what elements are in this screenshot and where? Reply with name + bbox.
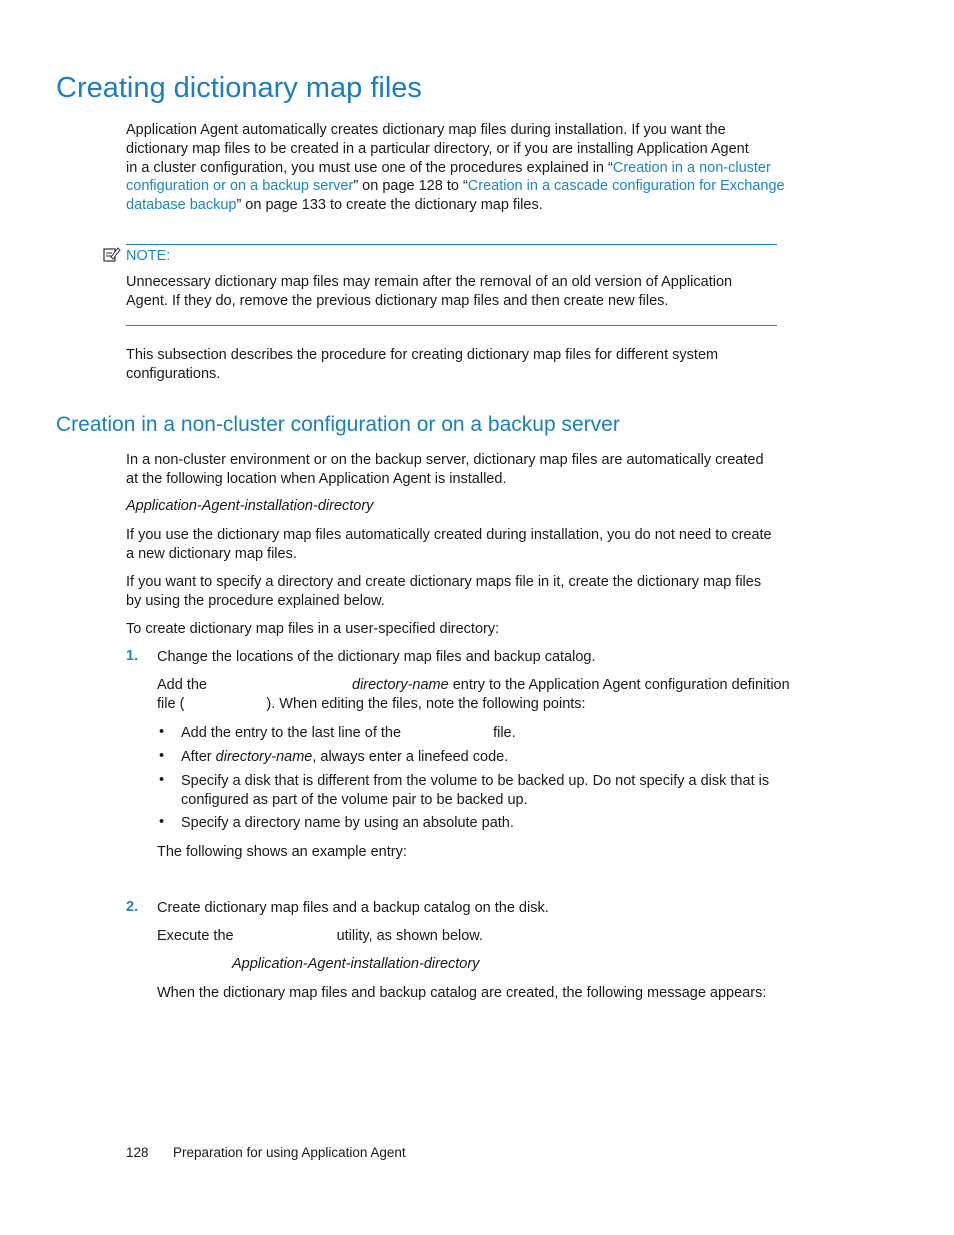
- bullet-item: Specify a directory name by using an absolute path.: [181, 815, 514, 831]
- note-top-rule: [126, 244, 777, 245]
- intro-text: ” on page 133 to create the dictionary map files.: [236, 197, 543, 214]
- desc-line: This subsection describes the procedure for creating dictionary map files for different system: [126, 347, 719, 363]
- step-text: Change the locations of the dictionary map files and backup catalog.: [157, 649, 596, 665]
- step-number: 2.: [126, 899, 139, 915]
- intro-line: [126, 196, 785, 215]
- footer-chapter-title: Preparation for using Application Agent: [173, 1145, 406, 1160]
- page-title: Creating dictionary map files: [56, 72, 422, 104]
- detail-text: ). When editing the files, note the following points:: [266, 695, 586, 712]
- detail-text: Add the: [157, 677, 207, 693]
- intro-line: [126, 177, 785, 196]
- detail-line: [157, 676, 790, 695]
- para-line: a new dictionary map files.: [126, 545, 297, 562]
- note-label: NOTE:: [126, 248, 171, 264]
- link-cascade[interactable]: Creation in a cascade configuration for Exchange: [467, 178, 785, 195]
- subsection-description: [126, 346, 718, 384]
- directory-name-term: directory-name: [215, 749, 313, 765]
- section-paragraph-1: [126, 451, 764, 489]
- bullet-item: [181, 724, 516, 743]
- detail-text: file (: [157, 695, 185, 712]
- para-line: If you want to specify a directory and create dictionary maps file in it, create the dictionary map files: [126, 574, 762, 590]
- install-directory-path: Application-Agent-installation-directory: [232, 956, 480, 972]
- detail-text: entry to the Application Agent configuration definition: [452, 677, 790, 693]
- step-detail: [157, 927, 483, 946]
- desc-line: configurations.: [126, 365, 221, 382]
- bullet-icon: •: [159, 724, 165, 740]
- bullet-icon: •: [159, 814, 165, 830]
- bullet-text: Add the entry to the last line of the: [181, 725, 402, 741]
- para-line: by using the procedure explained below.: [126, 592, 385, 609]
- bullet-icon: •: [159, 748, 165, 764]
- bullet-text: After: [181, 749, 212, 765]
- section-heading: Creation in a non-cluster configuration or on a backup server: [56, 413, 620, 436]
- intro-line: Application Agent automatically creates dictionary map files during installation. If you want the: [126, 122, 726, 138]
- note-body: [126, 273, 732, 311]
- bullet-text: , always enter a linefeed code.: [312, 749, 509, 765]
- section-paragraph-4: To create dictionary map files in a user-specified directory:: [126, 621, 500, 637]
- section-paragraph-2: [126, 526, 772, 564]
- bullet-line: Specify a disk that is different from the volume to be backed up. Do not specify a disk that is: [181, 773, 770, 789]
- bullet-icon: •: [159, 772, 165, 788]
- link-non-cluster-cont[interactable]: configuration or on a backup server: [126, 178, 354, 195]
- step-detail: [157, 676, 790, 714]
- bullet-item: [181, 748, 508, 767]
- step-message: When the dictionary map files and backup catalog are created, the following message appears:: [157, 985, 767, 1001]
- step-text: Create dictionary map files and a backup catalog on the disk.: [157, 900, 549, 916]
- para-line: If you use the dictionary map files automatically created during installation, you do not need to create: [126, 527, 772, 543]
- intro-paragraph: [126, 121, 785, 215]
- link-cascade-cont[interactable]: database backup: [126, 197, 237, 214]
- note-icon: [103, 246, 121, 263]
- link-non-cluster[interactable]: Creation in a non-cluster: [612, 159, 771, 176]
- directory-name-term: directory-name: [352, 677, 449, 693]
- detail-line: [157, 695, 790, 714]
- section-paragraph-3: [126, 573, 761, 611]
- intro-text: in a cluster configuration, you must use one of the procedures explained in “: [126, 159, 613, 176]
- note-line: Unnecessary dictionary map files may remain after the removal of an old version of Application: [126, 274, 733, 290]
- bullet-line: configured as part of the volume pair to be backed up.: [181, 791, 528, 808]
- detail-text: utility, as shown below.: [336, 928, 483, 944]
- note-bottom-rule: [126, 325, 777, 326]
- example-intro: The following shows an example entry:: [157, 844, 407, 860]
- detail-text: Execute the: [157, 928, 234, 944]
- step-number: 1.: [126, 648, 139, 664]
- para-line: In a non-cluster environment or on the backup server, dictionary map files are automatically created: [126, 452, 764, 468]
- bullet-text: file.: [493, 725, 516, 741]
- note-line: Agent. If they do, remove the previous dictionary map files and then create new files.: [126, 292, 669, 309]
- intro-line: [126, 159, 785, 178]
- page-number: 128: [126, 1145, 149, 1160]
- intro-text: ” on page 128 to “: [353, 178, 468, 195]
- intro-line: dictionary map files to be created in a particular directory, or if you are installing Application Agent: [126, 140, 749, 157]
- bullet-item: [181, 772, 769, 810]
- para-line: at the following location when Application Agent is installed.: [126, 470, 507, 487]
- install-directory-path: Application-Agent-installation-directory: [126, 498, 374, 514]
